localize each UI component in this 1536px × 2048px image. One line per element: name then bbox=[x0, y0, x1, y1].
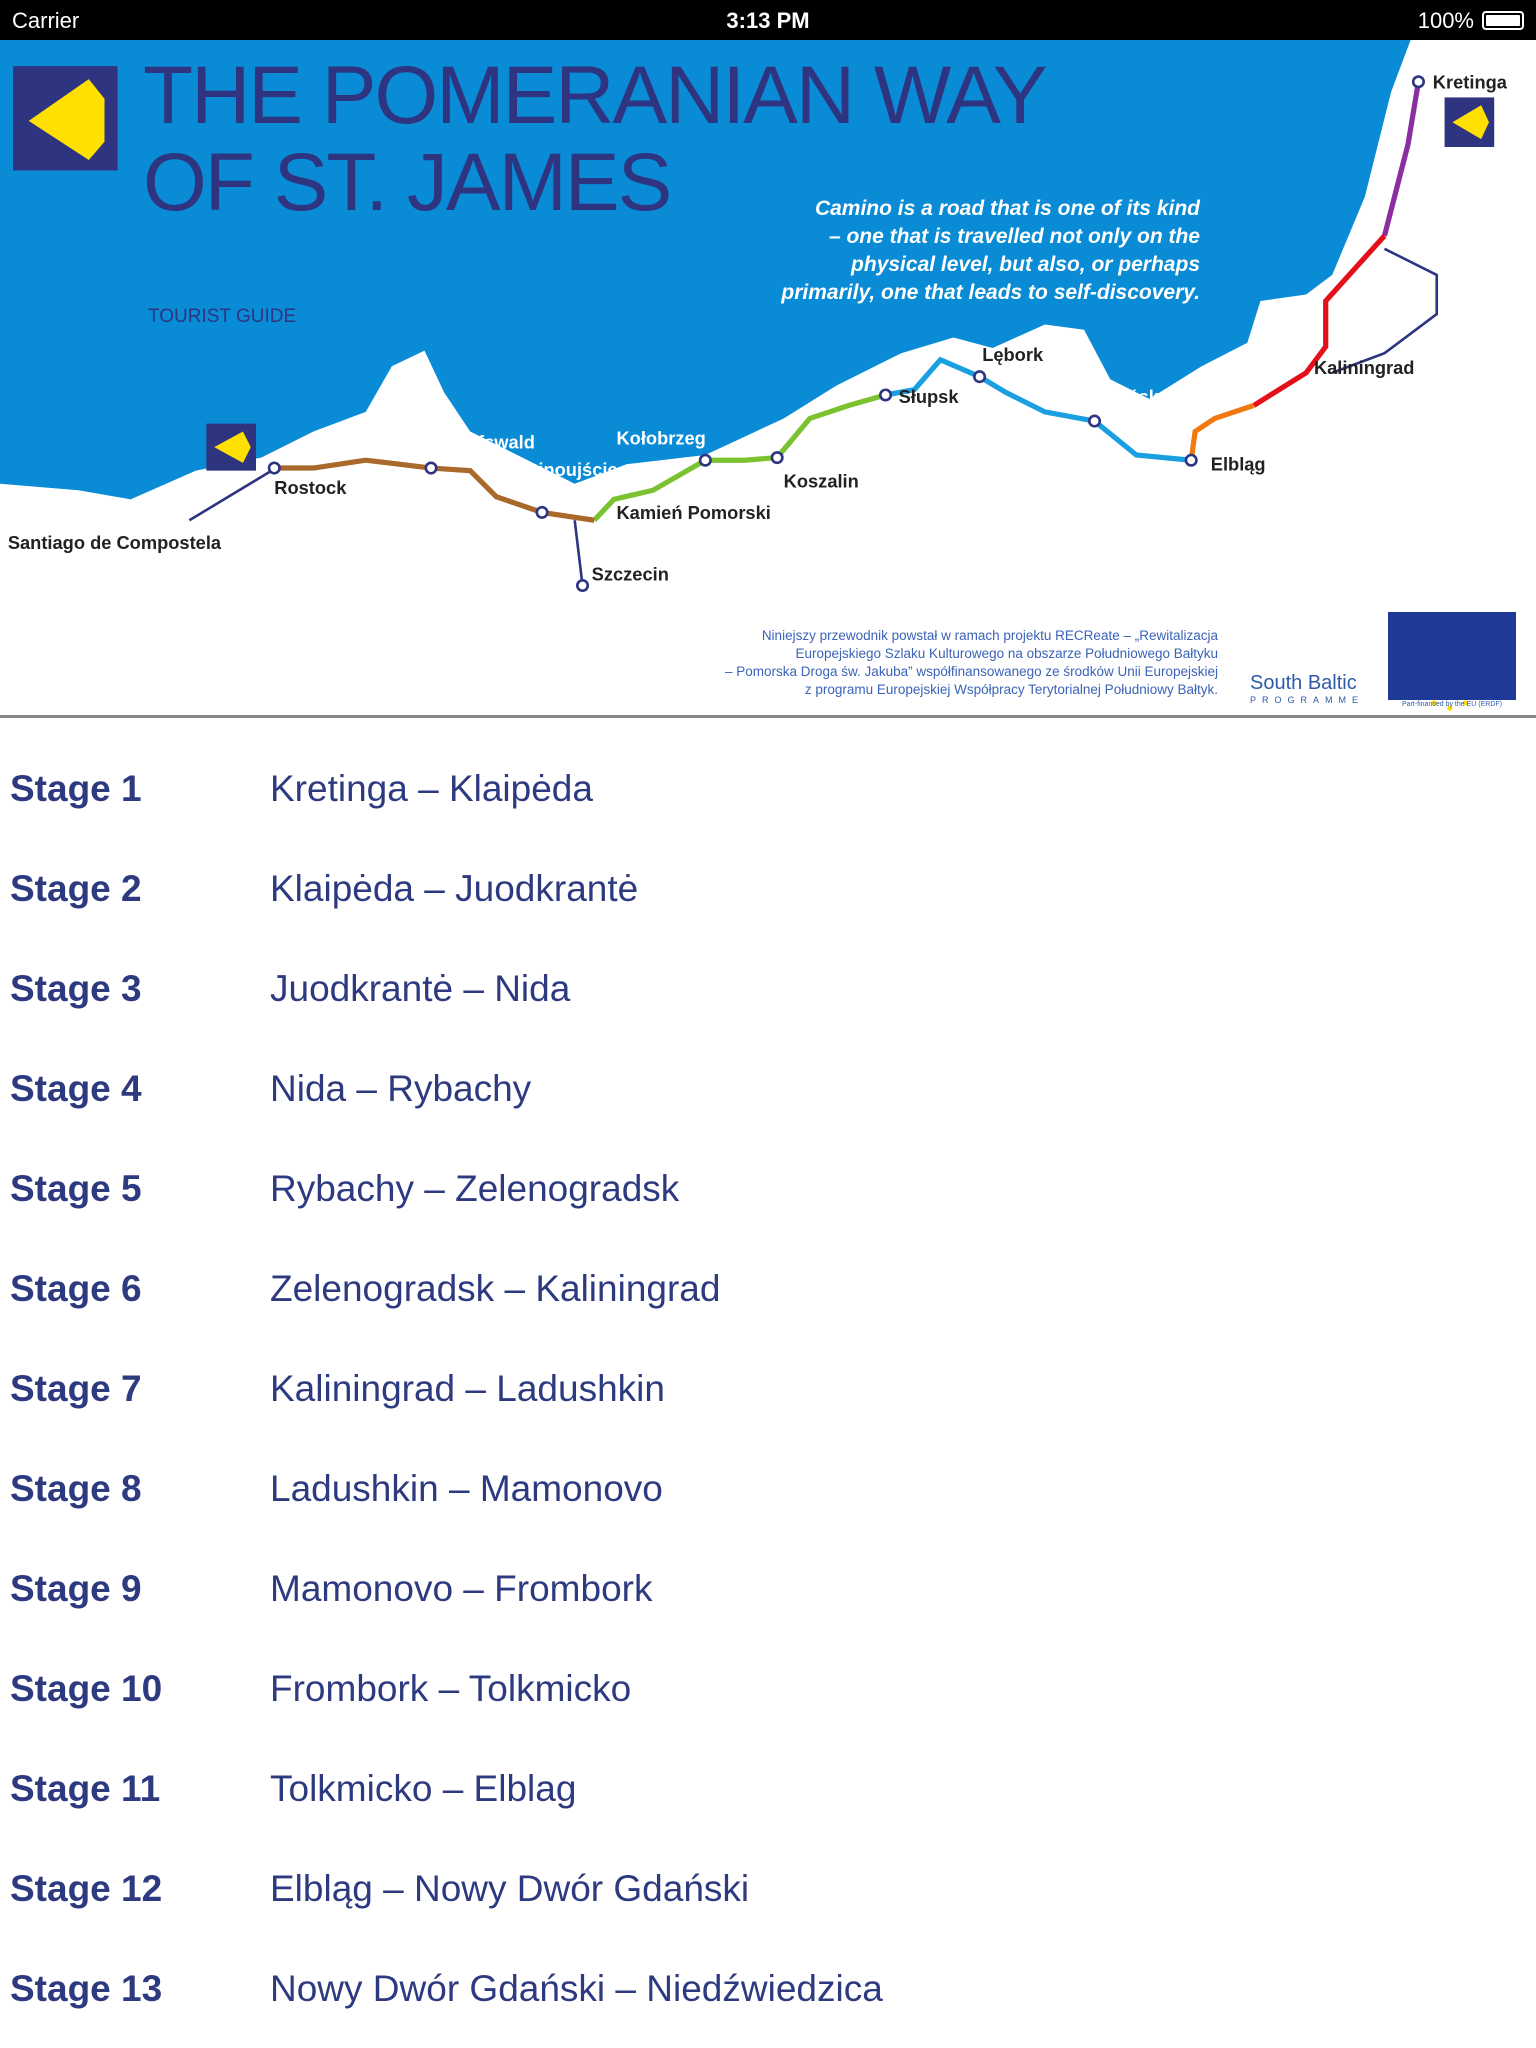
map-label-swinoujscie: Świnoujście bbox=[512, 458, 618, 480]
credit-line: Niniejszy przewodnik powstał w ramach projektu RECReate – „Rewitalizacja bbox=[761, 628, 1218, 643]
stage-route: Zelenogradsk – Kaliningrad bbox=[270, 1268, 721, 1309]
carrier-label: Carrier bbox=[12, 8, 80, 33]
stage-label: Stage 12 bbox=[10, 1868, 163, 1909]
stage-row[interactable] bbox=[0, 1640, 1536, 1740]
stage-row[interactable] bbox=[0, 840, 1536, 940]
stage-route: Tolkmicko – Elblag bbox=[270, 1768, 577, 1809]
quote-line: physical level, but also, or perhaps bbox=[851, 253, 1200, 276]
stage-row[interactable] bbox=[0, 1540, 1536, 1640]
stage-label: Stage 7 bbox=[10, 1368, 142, 1409]
map-label-kretinga: Kretinga bbox=[1432, 71, 1507, 93]
stage-label: Stage 9 bbox=[10, 1568, 142, 1609]
battery-icon bbox=[1482, 11, 1524, 30]
banner-quote bbox=[700, 195, 1200, 307]
map-label-kamien: Kamień Pomorski bbox=[616, 501, 771, 523]
stage-route: Ladushkin – Mamonovo bbox=[270, 1468, 663, 1509]
stage-label: Stage 3 bbox=[10, 968, 142, 1009]
funding-credits bbox=[660, 627, 1218, 699]
map-label-slupsk: Słupsk bbox=[898, 385, 959, 407]
stage-row[interactable] bbox=[0, 1340, 1536, 1440]
quote-line: – one that is travelled not only on the bbox=[828, 225, 1200, 248]
map-label-greifswald: Greifswald bbox=[441, 431, 535, 453]
map-label-kaliningrad: Kaliningrad bbox=[1313, 357, 1415, 379]
map-label-koszalin: Koszalin bbox=[783, 470, 859, 492]
stage-label: Stage 6 bbox=[10, 1268, 142, 1309]
stage-row[interactable] bbox=[0, 1040, 1536, 1140]
credit-line: – Pomorska Droga św. Jakuba” współfinansowanego ze środków Unii Europejskiej bbox=[725, 664, 1218, 679]
stage-row[interactable] bbox=[0, 1940, 1536, 2040]
quote-line: Camino is a road that is one of its kind bbox=[814, 197, 1200, 220]
stage-row[interactable] bbox=[0, 1440, 1536, 1540]
stage-label: Stage 4 bbox=[10, 1068, 142, 1109]
stage-route: Frombork – Tolkmicko bbox=[270, 1668, 632, 1709]
south-baltic-logo bbox=[1250, 672, 1364, 705]
stage-route: Juodkrantė – Nida bbox=[270, 968, 571, 1009]
divider bbox=[0, 715, 1536, 718]
quote-line: primarily, one that leads to self-discovery. bbox=[781, 281, 1200, 304]
stage-row[interactable] bbox=[0, 940, 1536, 1040]
stage-row[interactable] bbox=[0, 1240, 1536, 1340]
map-label-kolobrzeg: Kołobrzeg bbox=[616, 427, 706, 449]
stage-route: Elbląg – Nowy Dwór Gdański bbox=[270, 1868, 750, 1909]
stage-row[interactable] bbox=[0, 1840, 1536, 1940]
stage-row[interactable] bbox=[0, 1140, 1536, 1240]
credit-line: z programu Europejskiej Współpracy Terytorialnej Południowy Bałtyk. bbox=[804, 682, 1218, 697]
stage-label: Stage 5 bbox=[10, 1168, 142, 1209]
clock: 3:13 PM bbox=[726, 8, 810, 33]
map-label-rostock: Rostock bbox=[274, 477, 347, 499]
stage-label: Stage 11 bbox=[10, 1768, 161, 1809]
battery-percent: 100% bbox=[1417, 8, 1474, 33]
stage-label: Stage 1 bbox=[10, 768, 142, 809]
stage-label: Stage 2 bbox=[10, 868, 142, 909]
stage-route: Kaliningrad – Ladushkin bbox=[270, 1368, 665, 1409]
stage-route: Kretinga – Klaipėda bbox=[270, 768, 593, 809]
eu-flag-logo bbox=[1388, 612, 1516, 700]
credit-line: Europejskiego Szlaku Kulturowego na obszarze Południowego Bałtyku bbox=[795, 646, 1218, 661]
map-label-lebork: Lębork bbox=[982, 344, 1044, 366]
programme-text: PROGRAMME bbox=[1250, 695, 1365, 705]
banner-subtitle: TOURIST GUIDE bbox=[148, 306, 297, 327]
status-bar bbox=[0, 0, 1536, 40]
stage-route: Mamonovo – Frombork bbox=[270, 1568, 653, 1609]
stage-route: Klaipėda – Juodkrantė bbox=[270, 868, 639, 909]
banner-title-line2: OF ST. JAMES bbox=[143, 137, 671, 228]
banner-title-line1: THE POMERANIAN WAY bbox=[143, 50, 1046, 141]
south-baltic-text: South Baltic bbox=[1250, 672, 1357, 694]
stage-route: Nowy Dwór Gdański – Niedźwiedzica bbox=[270, 1968, 883, 2009]
stage-row[interactable] bbox=[0, 1740, 1536, 1840]
map-label-szczecin: Szczecin bbox=[591, 563, 669, 585]
stage-label: Stage 8 bbox=[10, 1468, 142, 1509]
stage-route: Rybachy – Zelenogradsk bbox=[270, 1168, 680, 1209]
stage-label: Stage 10 bbox=[10, 1668, 163, 1709]
map-label-gdansk: Gdańsk bbox=[1091, 385, 1159, 407]
stage-row[interactable] bbox=[0, 740, 1536, 840]
stage-route: Nida – Rybachy bbox=[270, 1068, 532, 1109]
map-label-santiago: Santiago de Compostela bbox=[7, 531, 222, 553]
map-label-elblag: Elbląg bbox=[1210, 453, 1266, 475]
stage-label: Stage 13 bbox=[10, 1968, 163, 2009]
route-map-banner bbox=[0, 40, 1536, 716]
eu-caption: Part-financed by the EU (ERDF) bbox=[1402, 701, 1502, 708]
